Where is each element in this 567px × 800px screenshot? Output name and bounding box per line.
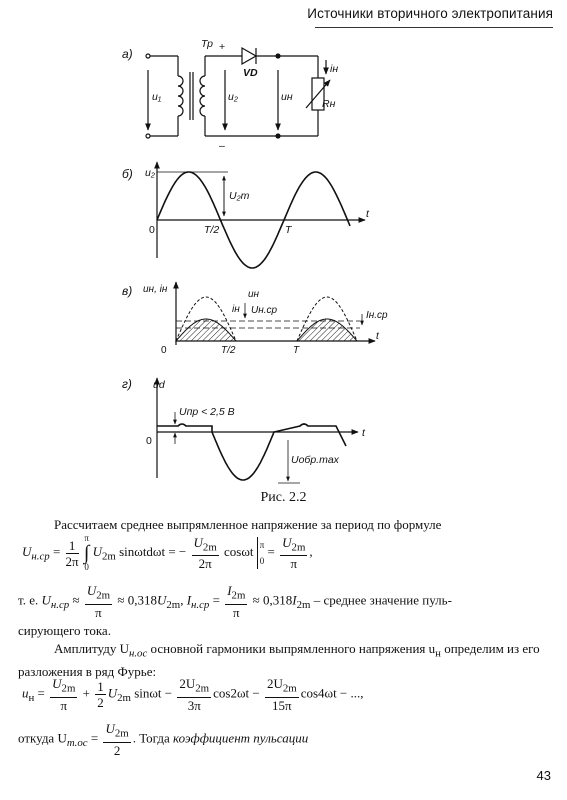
rect-t: t	[376, 331, 379, 342]
rect-insr: Iн.ср	[366, 310, 388, 321]
rect-period: T	[293, 345, 300, 356]
rect-zero: 0	[161, 345, 167, 356]
panel-b-label: б)	[122, 167, 133, 181]
circuit-panel	[122, 38, 338, 152]
diode-voltage-panel	[122, 377, 366, 483]
label-vd: VD	[243, 67, 258, 79]
figure-caption: Рис. 2.2	[260, 490, 307, 505]
ud-upr: Uпр < 2,5 В	[179, 406, 235, 418]
rect-ylabel: uн, iн	[143, 284, 168, 295]
paragraph-1: Рассчитаем среднее выпрямленное напряжение за период по формуле	[54, 517, 442, 532]
equation-amplitude: откуда $U_{m.oc}$ = $\frac{U_{2m}}{2}$ . Тогда коэффициент пульсации	[18, 721, 309, 758]
sine-zero: 0	[149, 224, 155, 236]
ud-t: t	[362, 427, 365, 439]
ud-ylabel: ud	[153, 379, 165, 391]
label-u1: u₁	[152, 91, 162, 103]
label-tr: Тр	[201, 38, 213, 50]
panel-a-label: а)	[122, 47, 133, 61]
sine-amp: U₂m	[229, 190, 250, 202]
ud-zero: 0	[146, 435, 152, 447]
rect-un: uн	[248, 289, 260, 300]
equation-mean-current: т. е. $U_{н.ср}$ ≈ $\frac{U_{2m}}{\pi}$ ≈ $0,318U_{2m}$, $I_{н.ср}$ = $\frac{I_{2m}}{\pi}$ ≈ $0,318I_{2m}$ – среднее значение пуль-	[18, 583, 452, 620]
sine-half: T/2	[204, 224, 220, 236]
label-u2: u₂	[228, 91, 238, 103]
rectified-panel	[122, 282, 388, 356]
running-header: Источники вторичного электропитания	[307, 6, 553, 21]
page-number: 43	[536, 768, 551, 783]
paragraph-2-end: сирующего тока.	[18, 623, 111, 638]
sine-period: T	[285, 224, 292, 236]
rect-unsr: Uн.ср	[251, 305, 278, 316]
sine-t: t	[366, 208, 369, 220]
label-un: uн	[281, 91, 293, 103]
paragraph-3: Амплитуду $U_{н.ос}$ основной гармоники выпрямленного напряжения $u_н$ определим из его разложения в ряд Фурье:	[18, 641, 540, 679]
label-plus: +	[219, 41, 226, 53]
label-rn: Rн	[322, 98, 336, 110]
equation-mean-voltage: $U_{н.ср}$ = $\frac{1}{2\pi}$ π ∫ 0 $U_{2m}$ sinωtdωt = − $\frac{U_{2m}}{2\pi}$ cosωt π 0 = $\frac{U_{2m}}{\pi}$ ,	[22, 533, 313, 572]
panel-g-label: г)	[122, 377, 132, 391]
panel-v-label: в)	[122, 284, 133, 298]
rect-in: iн	[232, 304, 240, 315]
rect-half: T/2	[221, 345, 236, 356]
equation-fourier: $u_н$ = $\frac{U_{2m}}{\pi}$ + $\frac{1}{2}$ $U_{2m}$ sinωt − $\frac{2U_{2m}}{3\pi}$ cos2ωt − $\frac{2U_{2m}}{15\pi}$ cos4ωt − ...,	[22, 676, 364, 713]
label-minus: –	[219, 140, 225, 152]
ud-uobr: Uобр.max	[291, 454, 339, 466]
label-in: iн	[330, 63, 339, 75]
sine-ylabel: u₂	[145, 167, 155, 179]
sine-panel	[122, 162, 370, 268]
